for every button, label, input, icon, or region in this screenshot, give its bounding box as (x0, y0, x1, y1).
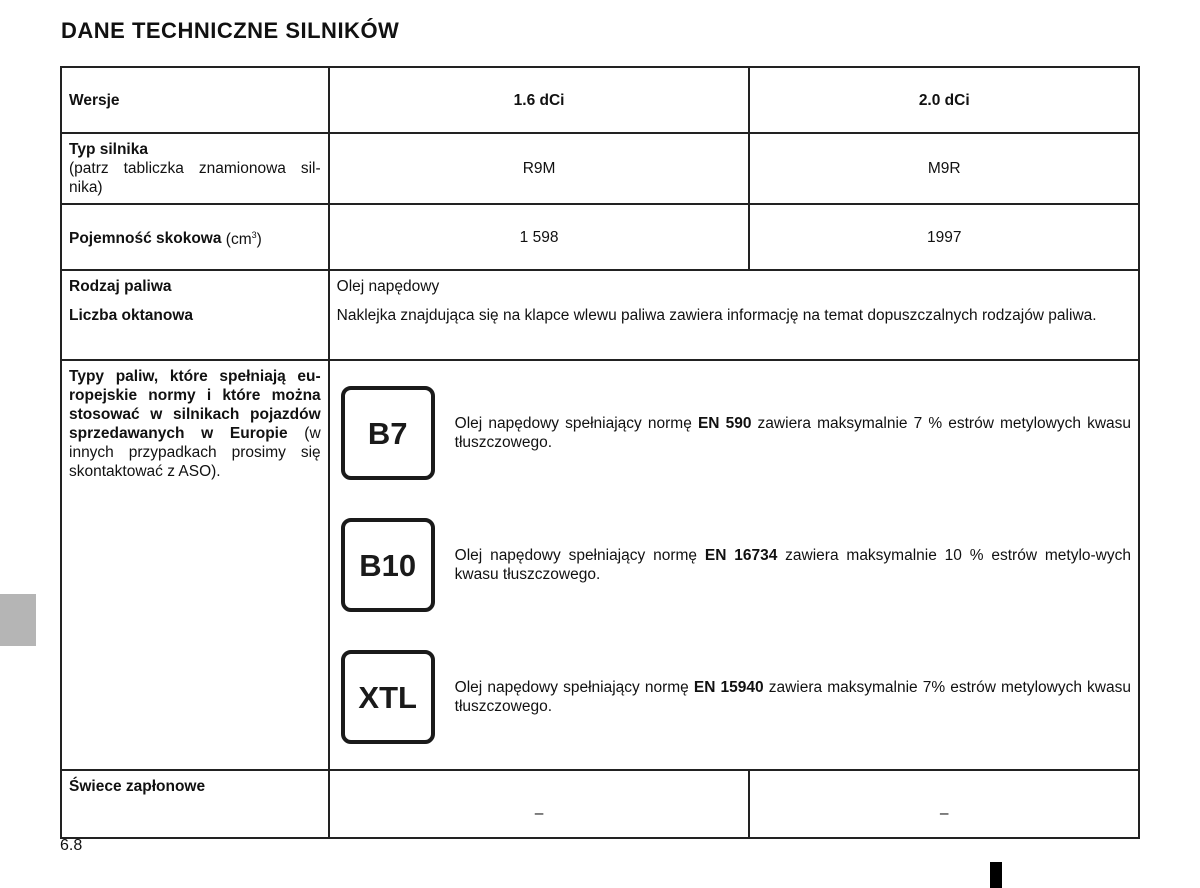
engine-spec-table (60, 66, 1140, 839)
fuel-types-label: Typy paliw, które spełniają eu-ropejskie normy i które można stosować w silnikach pojazdów sprzedawanych w Europie (w innych przypadkach prosimy się skontaktować z ASO). (61, 360, 329, 770)
spark-plugs-label: Świece zapłonowe (61, 770, 329, 838)
engine-type-row (61, 133, 1139, 204)
fuel-type-label: Rodzaj paliwa (69, 278, 172, 295)
fuel-type-value: Olej napędowy (336, 278, 440, 295)
engine-type-note: (patrz tabliczka znamionowa sil-nika) (69, 160, 321, 196)
chapter-side-tab (0, 594, 36, 646)
capacity-2-0: 1997 (749, 204, 1139, 270)
page-title: DANE TECHNICZNE SILNIKÓW (61, 18, 400, 43)
spark-plugs-2-0: – (749, 770, 1139, 838)
fuel-item-xtl (337, 631, 1131, 763)
engine-type-2-0: M9R (749, 133, 1139, 204)
capacity-1-6: 1 598 (329, 204, 750, 270)
fuel-value-cell (329, 270, 1139, 360)
engine-type-label: Typ silnika (69, 141, 148, 158)
spark-plugs-1-6: – (329, 770, 750, 838)
capacity-unit: $(cm^3)$ (225, 229, 262, 248)
page-edge-mark (990, 862, 1002, 888)
octane-label: Liczba oktanowa (69, 307, 194, 324)
capacity-cell (61, 204, 329, 270)
xtl-badge-icon: XTL (341, 650, 435, 744)
octane-value: Naklejka znajdująca się na klapce wlewu paliwa zawiera informację na temat dopuszczalnych rodzajów paliwa. (336, 307, 1097, 324)
b7-badge-icon: B7 (341, 386, 435, 480)
engine-type-1-6: R9M (329, 133, 750, 204)
b10-badge-icon: B10 (341, 518, 435, 612)
version-1-6-dci: 1.6 dCi (329, 67, 750, 133)
fuel-types-list (329, 360, 1139, 770)
capacity-label: Pojemność skokowa (69, 230, 222, 248)
fuel-item-b7 (337, 367, 1131, 499)
version-2-0-dci: 2.0 dCi (749, 67, 1139, 133)
fuel-item-b10 (337, 499, 1131, 631)
versions-label: Wersje (61, 67, 329, 133)
page-number: 6.8 (60, 837, 83, 854)
fuel-item-description: Olej napędowy spełniający normę EN 590 zawiera maksymalnie 7 % estrów metylowych kwasu tłuszczowego. (454, 415, 1132, 451)
fuel-label-cell (61, 270, 329, 360)
capacity-row (61, 204, 1139, 270)
spark-plugs-row (61, 770, 1139, 838)
fuel-item-description: Olej napędowy spełniający normę EN 16734 zawiera maksymalnie 10 % estrów metylo-wych kwasu tłuszczowego. (454, 547, 1131, 583)
engine-type-cell (61, 133, 329, 204)
fuel-types-row (61, 360, 1139, 770)
table-header-row (61, 67, 1139, 133)
fuel-item-description: Olej napędowy spełniający normę EN 15940 zawiera maksymalnie 7% estrów metylowych kwasu tłuszczowego. (454, 679, 1131, 715)
fuel-row (61, 270, 1139, 360)
